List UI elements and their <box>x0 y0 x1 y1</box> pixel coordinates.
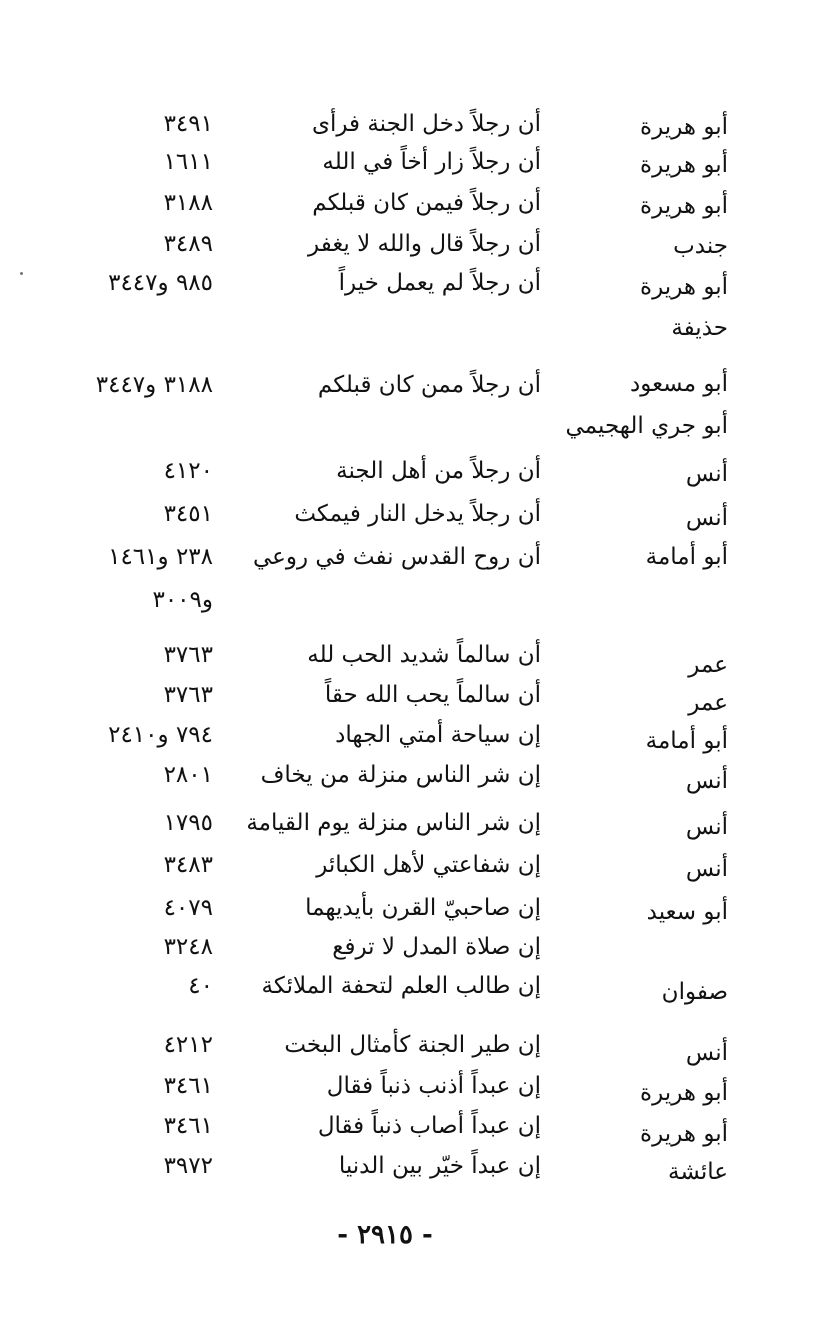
hadith-reference: ٣٩٧٢ <box>163 1153 213 1179</box>
narrator-name: حذيفة <box>671 315 728 341</box>
hadith-reference: ١٧٩٥ <box>163 810 213 836</box>
hadith-reference: ٣٤٥١ <box>163 501 213 527</box>
hadith-reference: ٢٨٠١ <box>163 762 213 788</box>
hadith-text: إن عبداً أصاب ذنباً فقال <box>317 1113 541 1139</box>
narrator-name: أنس <box>685 461 728 487</box>
hadith-reference: ٤١٢٠ <box>163 458 213 484</box>
narrator-name: أبو هريرة <box>640 1121 728 1147</box>
hadith-reference: ٣٤٦١ <box>163 1073 213 1099</box>
page-number: - ٢٩١٥ - <box>337 1220 433 1250</box>
hadith-reference: ٣٤٨٩ <box>163 231 213 257</box>
hadith-text: أن رجلاً فيمن كان قبلكم <box>312 190 541 216</box>
hadith-reference: ١٦١١ <box>163 149 213 175</box>
hadith-text: إن سياحة أمتي الجهاد <box>335 722 541 748</box>
hadith-text: أن رجلاً زار أخاً في الله <box>322 149 541 175</box>
hadith-reference: ٤٠ <box>188 973 213 999</box>
hadith-text: أن سالماً شديد الحب لله <box>307 642 541 668</box>
hadith-text: إن شر الناس منزلة من يخاف <box>260 762 541 788</box>
hadith-text: أن رجلاً لم يعمل خيراً <box>338 270 541 296</box>
hadith-text: إن عبداً خيّر بين الدنيا <box>338 1153 541 1179</box>
hadith-text: أن سالماً يحب الله حقاً <box>324 682 541 708</box>
hadith-text: أن رجلاً من أهل الجنة <box>336 458 541 484</box>
narrator-name: أبو أمامة <box>645 728 728 754</box>
hadith-text: أن رجلاً دخل الجنة فرأى <box>311 111 541 137</box>
hadith-reference: ٣٤٨٣ <box>163 852 213 878</box>
hadith-reference: ٧٩٤ و٢٤١٠ <box>108 722 213 748</box>
narrator-name: أبو هريرة <box>640 193 728 219</box>
narrator-name: أنس <box>685 505 728 531</box>
hadith-text: أن رجلاً يدخل النار فيمكث <box>294 501 541 527</box>
hadith-reference: ٣١٨٨ <box>163 190 213 216</box>
hadith-reference: ٤٠٧٩ <box>163 895 213 921</box>
narrator-name: أبو مسعود <box>629 371 728 397</box>
narrator-name: أنس <box>685 856 728 882</box>
hadith-reference: ٢٣٨ و١٤٦١ <box>108 544 213 570</box>
hadith-reference: ٣٧٦٣ <box>163 682 213 708</box>
hadith-reference: ٣٢٤٨ <box>163 934 213 960</box>
narrator-name: عائشة <box>668 1159 728 1185</box>
hadith-text: إن طير الجنة كأمثال البخت <box>284 1032 541 1058</box>
speck-mark <box>20 272 23 275</box>
narrator-name: عمر <box>688 690 728 716</box>
narrator-name: أنس <box>685 814 728 840</box>
narrator-name: أبو هريرة <box>640 274 728 300</box>
narrator-name: جندب <box>673 233 728 259</box>
narrator-name: أنس <box>685 1040 728 1066</box>
hadith-text: إن شفاعتي لأهل الكبائر <box>316 852 541 878</box>
hadith-text: إن شر الناس منزلة يوم القيامة <box>246 810 541 836</box>
narrator-name: عمر <box>688 652 728 678</box>
narrator-name: أبو جري الهجيمي <box>565 413 728 439</box>
hadith-reference: و٣٠٠٩ <box>152 587 213 613</box>
narrator-name: صفوان <box>661 979 728 1005</box>
hadith-text: إن صاحبيّ القرن بأيديهما <box>305 895 541 921</box>
hadith-text: إن طالب العلم لتحفة الملائكة <box>261 973 541 999</box>
narrator-name: أبو سعيد <box>646 899 728 925</box>
hadith-reference: ٣١٨٨ و٣٤٤٧ <box>95 372 213 398</box>
hadith-reference: ٣٧٦٣ <box>163 642 213 668</box>
hadith-text: إن عبداً أذنب ذنباً فقال <box>326 1073 541 1099</box>
hadith-text: أن رجلاً قال والله لا يغفر <box>308 231 541 257</box>
hadith-text: أن رجلاً ممن كان قبلكم <box>317 372 541 398</box>
narrator-name: أبو هريرة <box>640 152 728 178</box>
narrator-name: أبو أمامة <box>645 544 728 570</box>
hadith-text: أن روح القدس نفث في روعي <box>253 544 541 570</box>
hadith-reference: ٩٨٥ و٣٤٤٧ <box>108 270 213 296</box>
hadith-reference: ٤٢١٢ <box>163 1032 213 1058</box>
hadith-text: إن صلاة المدل لا ترفع <box>332 934 541 960</box>
hadith-reference: ٣٤٩١ <box>163 111 213 137</box>
narrator-name: أبو هريرة <box>640 114 728 140</box>
narrator-name: أبو هريرة <box>640 1080 728 1106</box>
narrator-name: أنس <box>685 768 728 794</box>
hadith-reference: ٣٤٦١ <box>163 1113 213 1139</box>
